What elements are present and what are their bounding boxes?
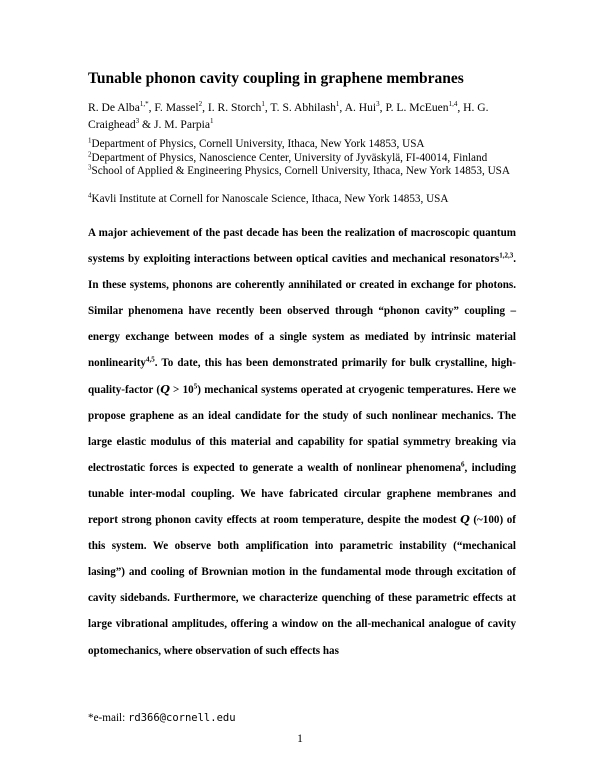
abstract-text-6: (~100) of this system. We observe both amplification into parametric instability (“mechanical lasing”) and cooling of Brownian motion in the fundamental mode through excitation of cavity sidebands. Furthermore, we characterize quenching of these parametric effects at large vibrational amplitudes, offering a window on the all-mechanical analogue of cavity optomechanics, where observation of such effects has [88, 514, 516, 657]
author-affiliation-marker: 1,4 [448, 100, 458, 109]
author-affiliation-marker: 1 [261, 100, 265, 109]
author-name: R. De Alba [88, 101, 140, 114]
citation-ref: 4,5 [145, 355, 155, 364]
citation-ref: 6 [461, 460, 465, 469]
author-name: P. L. McEuen [385, 101, 449, 114]
abstract-text-5: , including tunable inter-modal coupling. We have fabricated circular graphene membranes and report strong phonon cavity effects at room temperature, despite the modest [88, 461, 516, 527]
author-affiliation-marker: 1,* [139, 100, 149, 109]
author-list [88, 99, 520, 133]
author-separator: , [379, 101, 386, 114]
affiliation-text: Department of Physics, Nanoscience Center, University of Jyväskylä, FI-40014, Finland [91, 152, 488, 164]
affiliation-3 [88, 165, 528, 178]
affiliation-marker: 2 [88, 150, 92, 159]
affiliation-1 [88, 138, 528, 151]
author-affiliation-marker: 1 [335, 100, 340, 109]
abstract-text-3: . To date, this has been demonstrated primarily for bulk crystalline, high-quality-factor ( [88, 357, 516, 396]
footnote-label: e-mail: [93, 712, 129, 724]
footnote-marker: * [88, 712, 94, 724]
affiliation-text: School of Applied & Engineering Physics, Cornell University, Ithaca, New York 14853, USA [91, 165, 510, 177]
author-name: T. S. Abhilash [270, 101, 336, 114]
q-exponent: 5 [193, 381, 198, 390]
author-name: J. M. Parpia [153, 118, 211, 131]
author-affiliation-marker: 3 [376, 100, 380, 109]
author-separator: , [202, 101, 208, 114]
abstract-text-2: . In these systems, phonons are coherently annihilated or created in exchange for photons. Similar phenomena have recently been observed through “phonon cavity” coupling – energy exchange between modes of a single system as mediated by intrinsic material nonlinearity [88, 253, 516, 370]
author-name: I. R. Storch [207, 101, 262, 114]
author-name: H. G. Craighead [88, 101, 489, 131]
author-affiliation-marker: 1 [210, 117, 214, 126]
author-separator: , [148, 101, 155, 114]
author-separator: & [139, 118, 154, 131]
affiliation-text: Kavli Institute at Cornell for Nanoscale Science, Ithaca, New York 14853, USA [91, 193, 449, 205]
author-separator: , [457, 101, 464, 114]
paper-title: Tunable phonon cavity coupling in graphene membranes [88, 70, 464, 87]
affiliation-marker: 4 [88, 191, 92, 200]
author-name: A. Hui [344, 101, 377, 114]
q-symbol: Q [160, 382, 170, 396]
affiliation-2 [88, 152, 528, 165]
email-link[interactable]: rd366@cornell.edu [128, 712, 236, 724]
footnote [88, 712, 236, 724]
author-affiliation-marker: 2 [198, 100, 203, 109]
author-name: F. Massel [154, 101, 199, 114]
citation-ref: 1,2,3 [499, 251, 514, 260]
affiliation-text: Department of Physics, Cornell University, Ithaca, New York 14853, USA [91, 138, 425, 150]
affiliation-4 [88, 193, 528, 206]
author-affiliation-marker: 3 [135, 117, 140, 126]
abstract [88, 220, 516, 664]
abstract-text-4: ) mechanical systems operated at cryogenic temperatures. Here we propose graphene as an ideal candidate for the study of such nonlinear mechanics. The large elastic modulus of this material and capability for spatial symmetry breaking via electrostatic forces is expected to generate a wealth of nonlinear phenomena [88, 383, 516, 474]
q-relation: > 10 [169, 383, 194, 396]
page-number: 1 [297, 733, 303, 745]
author-separator: , [339, 101, 345, 114]
affiliation-marker: 3 [88, 163, 92, 172]
abstract-text-1: A major achievement of the past decade has been the realization of macroscopic quantum systems by exploiting interactions between optical cavities and mechanical resonators [88, 227, 516, 266]
q-symbol: Q [460, 513, 470, 527]
author-separator: , [264, 101, 271, 114]
affiliation-marker: 1 [88, 136, 92, 145]
